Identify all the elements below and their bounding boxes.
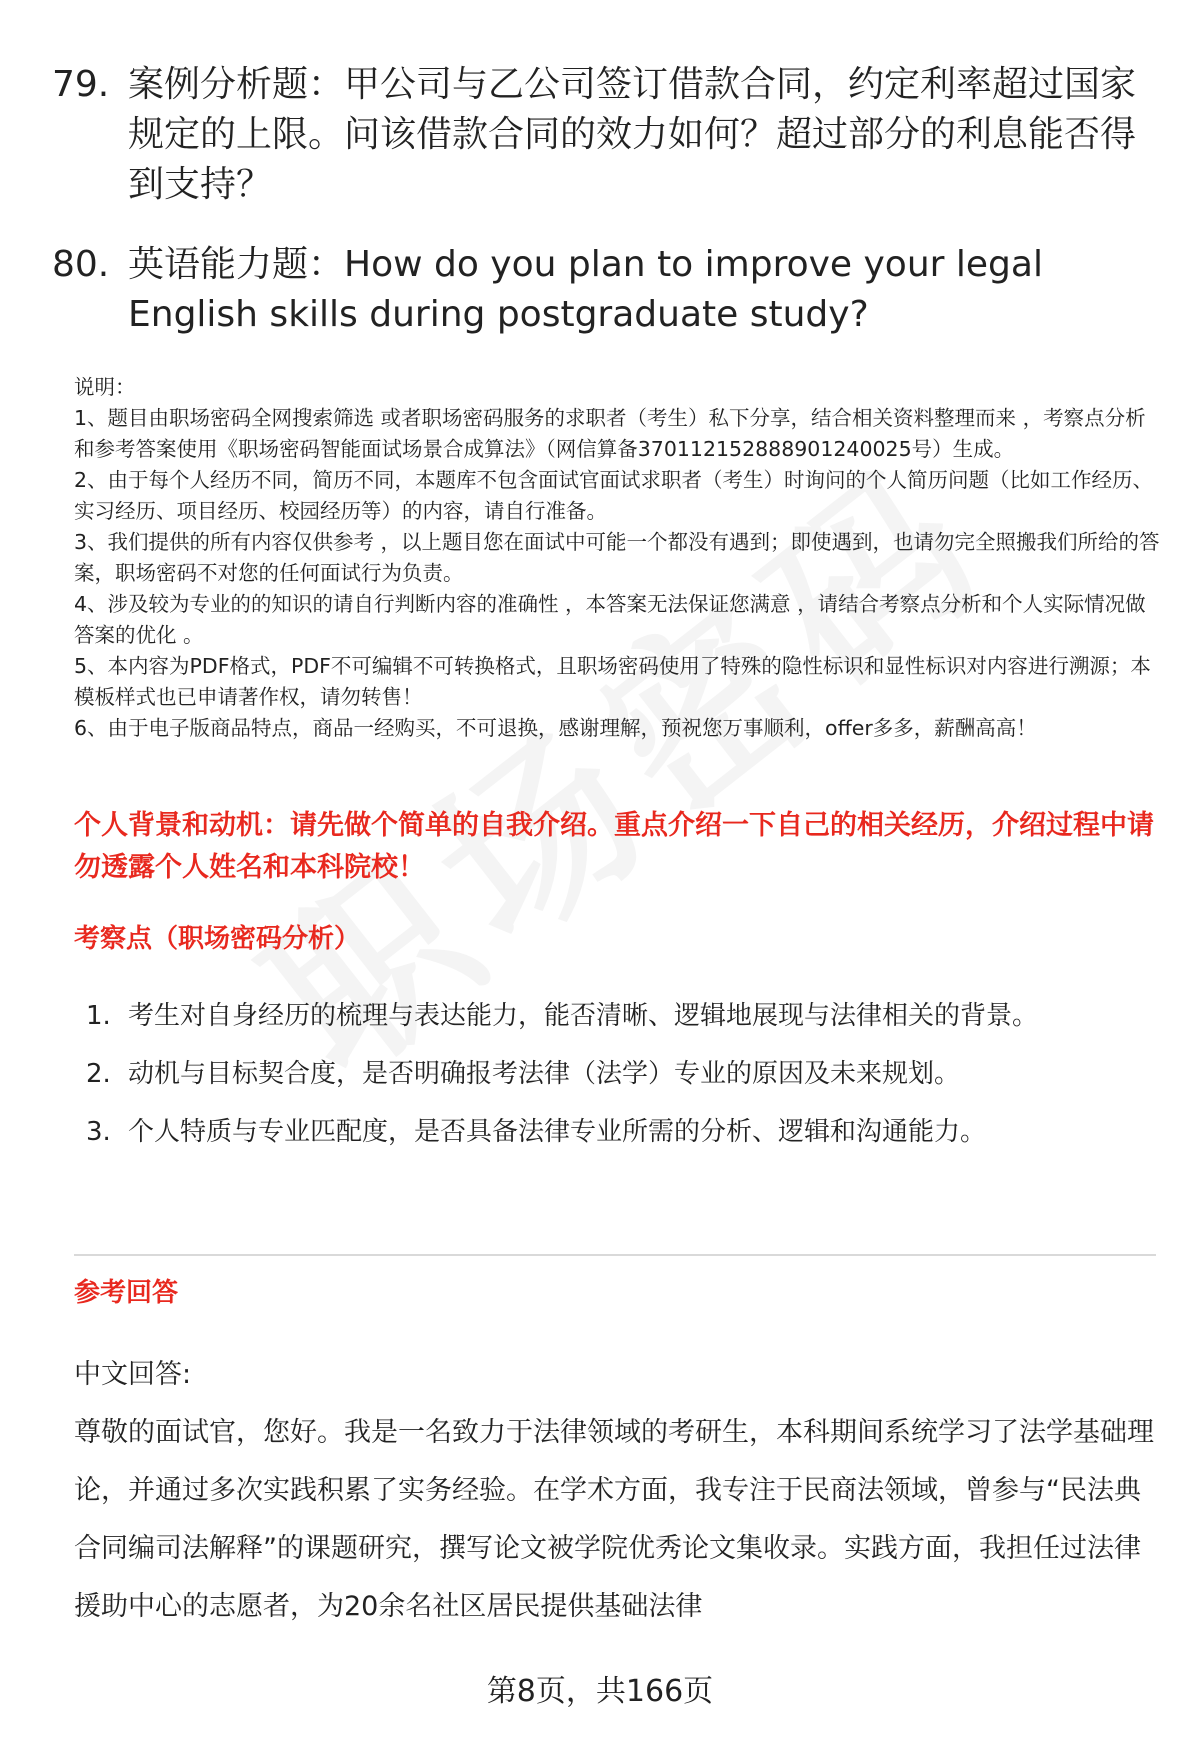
note-item: 3、我们提供的所有内容仅供参考 ，以上题目您在面试中可能一个都没有遇到；即使遇到，也请勿完全照搬我们所给的答案，职场密码不对您的任何面试行为负责。 bbox=[74, 530, 1160, 585]
question-text: 英语能力题：How do you plan to improve your legal English skills during postgraduate study? bbox=[128, 244, 1043, 335]
point-number: 2. bbox=[86, 1059, 111, 1089]
notes-section bbox=[74, 372, 1164, 744]
point-number: 1. bbox=[86, 1001, 111, 1031]
reference-heading: 参考回答 bbox=[74, 1278, 179, 1308]
question-text: 案例分析题：甲公司与乙公司签订借款合同，约定利率超过国家规定的上限。问该借款合同的效力如何？超过部分的利息能否得到支持？ bbox=[128, 64, 1137, 205]
note-item: 2、由于每个人经历不同，简历不同，本题库不包含面试官面试求职者（考生）时询问的个人简历问题（比如工作经历、实习经历、项目经历、校园经历等）的内容，请自行准备。 bbox=[74, 468, 1154, 523]
background-question: 个人背景和动机：请先做个简单的自我介绍。重点介绍一下自己的相关经历，介绍过程中请勿透露个人姓名和本科院校！ bbox=[74, 810, 1154, 883]
question-80 bbox=[52, 240, 1162, 340]
question-number: 80. bbox=[52, 244, 110, 285]
notes-title: 说明： bbox=[74, 375, 136, 399]
list-item bbox=[86, 1103, 1146, 1161]
page-footer: 第8页，共166页 bbox=[486, 1674, 714, 1709]
note-item: 4、涉及较为专业的的知识的请自行判断内容的准确性 ，本答案无法保证您满意 ，请结合考察点分析和个人实际情况做答案的优化 。 bbox=[74, 592, 1146, 647]
note-item: 1、题目由职场密码全网搜索筛选 或者职场密码服务的求职者（考生）私下分享，结合相关资料整理而来 ，考察点分析和参考答案使用《职场密码智能面试场景合成算法》（网信算备370112152888901240025号）生成。 bbox=[74, 406, 1146, 461]
section-divider bbox=[74, 1254, 1156, 1256]
point-text: 考生对自身经历的梳理与表达能力，能否清晰、逻辑地展现与法律相关的背景。 bbox=[128, 1001, 1039, 1031]
note-item: 6、由于电子版商品特点，商品一经购买，不可退换，感谢理解，预祝您万事顺利，offer多多，薪酬高高！ bbox=[74, 716, 1037, 740]
point-text: 个人特质与专业匹配度，是否具备法律专业所需的分析、逻辑和沟通能力。 bbox=[128, 1117, 987, 1147]
point-number: 3. bbox=[86, 1117, 111, 1147]
note-item: 5、本内容为PDF格式，PDF不可编辑不可转换格式，且职场密码使用了特殊的隐性标识和显性标识对内容进行溯源；本模板样式也已申请著作权，请勿转售！ bbox=[74, 654, 1151, 709]
list-item bbox=[86, 1045, 1146, 1103]
question-79 bbox=[52, 60, 1162, 210]
reference-answer bbox=[74, 1346, 1158, 1636]
assessment-points bbox=[86, 987, 1146, 1161]
answer-text: 尊敬的面试官，您好。我是一名致力于法律领域的考研生，本科期间系统学习了法学基础理论，并通过多次实践积累了实务经验。在学术方面，我专注于民商法领域，曾参与“民法典合同编司法解释”的课题研究，撰写论文被学院优秀论文集收录。实践方面，我担任过法律援助中心的志愿者，为20余名社区居民提供基础法律 bbox=[74, 1417, 1154, 1622]
answer-label: 中文回答: bbox=[74, 1359, 192, 1390]
point-text: 动机与目标契合度，是否明确报考法律（法学）专业的原因及未来规划。 bbox=[128, 1059, 961, 1089]
list-item bbox=[86, 987, 1146, 1045]
question-number: 79. bbox=[52, 64, 110, 105]
assessment-heading: 考察点（职场密码分析） bbox=[74, 924, 361, 954]
